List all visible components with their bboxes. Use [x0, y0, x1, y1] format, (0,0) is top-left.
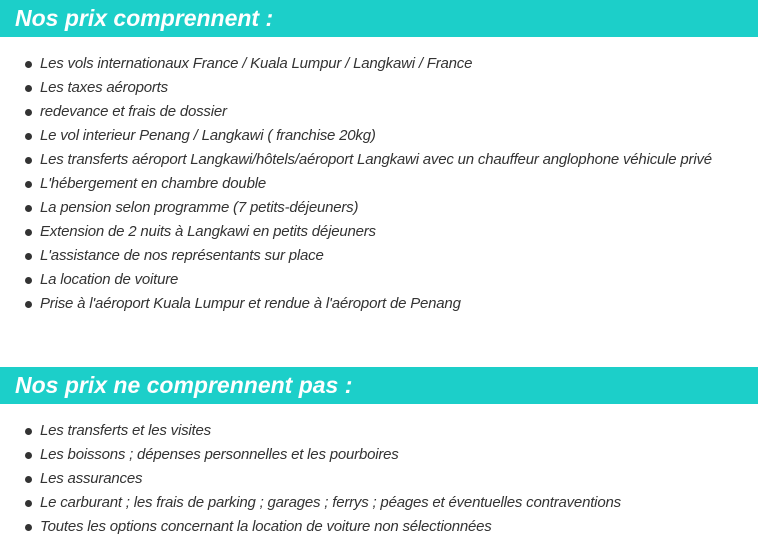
bullet-icon: [25, 157, 32, 164]
bullet-icon: [25, 205, 32, 212]
included-item: [0, 268, 758, 292]
included-item: [0, 292, 758, 316]
included-item: [0, 76, 758, 100]
included-item-text: Le vol interieur Penang / Langkawi ( franchise 20kg): [40, 127, 376, 144]
included-item-text: Extension de 2 nuits à Langkawi en petits déjeuners: [40, 223, 376, 240]
excluded-item-text: Le carburant ; les frais de parking ; garages ; ferrys ; péages et éventuelles contraventions: [40, 494, 621, 511]
excluded-item-text: Les boissons ; dépenses personnelles et les pourboires: [40, 446, 399, 463]
bullet-icon: [25, 253, 32, 260]
included-item-text: La pension selon programme (7 petits-déjeuners): [40, 199, 359, 216]
included-item-text: redevance et frais de dossier: [40, 103, 227, 120]
excluded-list: [0, 419, 758, 539]
included-section-header: [0, 0, 758, 37]
bullet-icon: [25, 85, 32, 92]
included-item: [0, 196, 758, 220]
bullet-icon: [25, 277, 32, 284]
excluded-section-title: Nos prix ne comprennent pas :: [15, 372, 353, 398]
excluded-item: [0, 419, 758, 443]
excluded-item: [0, 443, 758, 467]
included-item: [0, 220, 758, 244]
excluded-item-text: Les transferts et les visites: [40, 422, 211, 439]
bullet-icon: [25, 61, 32, 68]
excluded-item: [0, 467, 758, 491]
bullet-icon: [25, 181, 32, 188]
included-item: [0, 148, 758, 172]
excluded-item-text: Les assurances: [40, 470, 143, 487]
included-item: [0, 100, 758, 124]
included-item: [0, 172, 758, 196]
excluded-section-header: [0, 367, 758, 404]
bullet-icon: [25, 109, 32, 116]
excluded-item-text: Toutes les options concernant la location de voiture non sélectionnées: [40, 518, 492, 535]
included-item-text: L'assistance de nos représentants sur place: [40, 247, 324, 264]
bullet-icon: [25, 452, 32, 459]
included-item-text: L'hébergement en chambre double: [40, 175, 266, 192]
included-list: [0, 52, 758, 316]
included-item-text: Les transferts aéroport Langkawi/hôtels/aéroport Langkawi avec un chauffeur anglophone véhicule privé: [40, 151, 712, 168]
bullet-icon: [25, 524, 32, 531]
bullet-icon: [25, 301, 32, 308]
included-item-text: Les vols internationaux France / Kuala Lumpur / Langkawi / France: [40, 55, 473, 72]
included-item: [0, 244, 758, 268]
included-item: [0, 52, 758, 76]
included-item-text: La location de voiture: [40, 271, 179, 288]
included-item-text: Les taxes aéroports: [40, 79, 168, 96]
excluded-item: [0, 515, 758, 539]
bullet-icon: [25, 476, 32, 483]
bullet-icon: [25, 428, 32, 435]
bullet-icon: [25, 133, 32, 140]
excluded-item: [0, 491, 758, 515]
bullet-icon: [25, 500, 32, 507]
included-item: [0, 124, 758, 148]
bullet-icon: [25, 229, 32, 236]
included-item-text: Prise à l'aéroport Kuala Lumpur et rendue à l'aéroport de Penang: [40, 295, 461, 312]
included-section-title: Nos prix comprennent :: [15, 5, 274, 31]
